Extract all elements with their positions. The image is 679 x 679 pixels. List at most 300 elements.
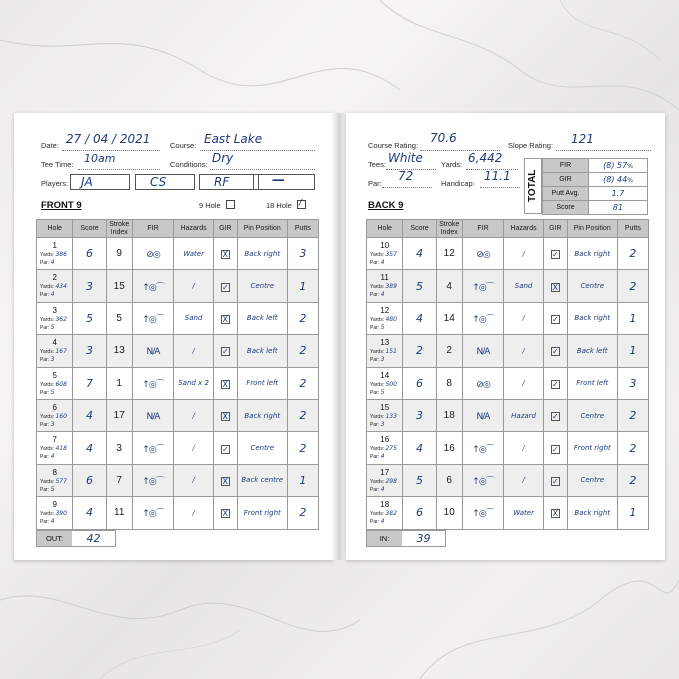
col-stroke-index: Stroke Index	[436, 220, 462, 238]
fir-cell[interactable]	[462, 335, 504, 367]
hole-number: 4	[52, 338, 57, 348]
score-cell[interactable]: 6	[403, 367, 436, 399]
handicap-label: Handicap:	[441, 179, 475, 188]
putts-cell[interactable]: 3	[287, 238, 318, 270]
hole-yards: 390	[55, 510, 67, 518]
putts-cell[interactable]: 2	[617, 238, 648, 270]
hazards-cell[interactable]: /	[504, 335, 544, 367]
fir-total-count: (8)	[603, 161, 615, 170]
hazards-cell[interactable]: Sand	[504, 270, 544, 302]
eighteen-hole-label: 18 Hole	[266, 201, 292, 210]
hole-number: 1	[52, 241, 57, 250]
gir-checkbox: X	[222, 250, 229, 260]
hole-yards: 160	[55, 412, 67, 420]
hole-par: 3	[380, 356, 385, 364]
table-row	[367, 497, 649, 529]
hazards-cell[interactable]: /	[174, 270, 214, 302]
putts-cell[interactable]: 1	[287, 270, 318, 302]
score-total-value: 81	[589, 201, 648, 215]
hole-par: 4	[380, 453, 385, 461]
handicap-value: 11.1	[484, 169, 511, 183]
hole-cell: 18 Yards: 382 Par: 4	[367, 497, 403, 529]
gir-checkbox: ✓	[221, 444, 229, 454]
fir-cell[interactable]	[462, 238, 504, 270]
score-cell[interactable]: 5	[73, 302, 106, 334]
hole-yards: 386	[55, 251, 67, 258]
gir-cell[interactable]	[213, 335, 237, 367]
nine-hole-checkbox[interactable]	[226, 200, 235, 209]
pin-position-cell[interactable]: Back right	[237, 238, 287, 270]
hole-cell: 5 Yards: 608 Par: 5	[37, 367, 73, 399]
left-scorecard-page	[14, 113, 333, 560]
col-stroke-index: Stroke Index	[106, 220, 132, 238]
stroke-index-cell: 3	[106, 432, 132, 464]
table-row	[367, 432, 649, 464]
total-box-title: TOTAL	[524, 158, 542, 214]
stroke-index-cell: 7	[106, 464, 132, 496]
hole-cell: 2 Yards: 434 Par: 4	[37, 270, 73, 302]
hazards-cell[interactable]: /	[174, 399, 214, 431]
score-cell[interactable]: 4	[73, 497, 106, 529]
gir-cell[interactable]	[213, 464, 237, 496]
fir-mark: ⊘◎	[476, 379, 490, 390]
in-total	[366, 530, 446, 547]
score-total-label: Score	[543, 201, 589, 215]
player-box-2[interactable]: CS	[135, 174, 195, 190]
hole-cell: 13 Yards: 151 Par: 3	[367, 335, 403, 367]
putts-cell[interactable]: 2	[617, 399, 648, 431]
putts-cell[interactable]: 1	[287, 464, 318, 496]
stroke-index-cell: 18	[436, 399, 462, 431]
pin-position-cell[interactable]: Back right	[237, 399, 287, 431]
fir-cell[interactable]	[132, 497, 174, 529]
gir-checkbox: X	[552, 282, 559, 292]
pin-position-cell[interactable]: Back right	[567, 238, 617, 270]
hazards-cell[interactable]: /	[174, 432, 214, 464]
hole-yards: 151	[385, 348, 397, 356]
fir-total-pct: 57	[617, 161, 628, 170]
score-cell[interactable]: 4	[73, 432, 106, 464]
date-value: 27 / 04 / 2021	[66, 132, 151, 146]
fir-mark: ↑◎⌒	[472, 509, 494, 520]
gir-cell[interactable]	[543, 367, 567, 399]
table-row	[37, 432, 319, 464]
table-row	[367, 464, 649, 496]
putts-cell[interactable]: 1	[617, 335, 648, 367]
hole-yards: 418	[55, 445, 67, 453]
col-score: Score	[73, 220, 106, 238]
hazards-cell[interactable]: /	[504, 367, 544, 399]
gir-checkbox: ✓	[551, 476, 559, 486]
score-cell[interactable]: 3	[73, 270, 106, 302]
hole-number: 12	[380, 305, 390, 315]
pin-position-cell[interactable]: Front right	[237, 497, 287, 529]
col-score: Score	[403, 220, 436, 238]
hazards-cell[interactable]: /	[504, 302, 544, 334]
pin-position-cell[interactable]: Centre	[567, 270, 617, 302]
gir-checkbox: X	[222, 509, 229, 519]
course-value: East Lake	[204, 132, 263, 146]
fir-mark: ↑◎⌒	[142, 314, 164, 325]
hole-par: 5	[50, 323, 55, 331]
pin-position-cell[interactable]: Back left	[567, 335, 617, 367]
hole-number: 18	[380, 500, 390, 510]
gir-cell[interactable]	[543, 238, 567, 270]
fir-mark: N/A	[476, 347, 490, 358]
putts-cell[interactable]: 2	[287, 335, 318, 367]
putts-cell[interactable]: 2	[617, 270, 648, 302]
gir-checkbox: X	[222, 379, 229, 389]
hole-number: 17	[380, 467, 390, 477]
score-cell[interactable]: 4	[403, 238, 436, 270]
gir-cell[interactable]	[213, 367, 237, 399]
putts-cell[interactable]: 2	[287, 302, 318, 334]
score-cell[interactable]: 2	[403, 335, 436, 367]
col-hazards: Hazards	[174, 220, 214, 238]
table-row	[37, 270, 319, 302]
pin-position-cell[interactable]: Front right	[567, 432, 617, 464]
hole-yards: 382	[385, 510, 397, 518]
gir-cell[interactable]	[543, 432, 567, 464]
hole-yards: 275	[385, 445, 397, 453]
hole-number: 10	[380, 241, 390, 250]
table-row	[367, 399, 649, 431]
score-cell[interactable]: 6	[73, 238, 106, 270]
conditions-value: Dry	[212, 151, 234, 165]
fir-cell[interactable]	[132, 432, 174, 464]
pin-position-cell[interactable]: Back left	[237, 302, 287, 334]
col-pin-position: Pin Position	[567, 220, 617, 238]
out-total	[36, 530, 116, 547]
fir-mark: ↑◎⌒	[472, 314, 494, 325]
stroke-index-cell: 11	[106, 497, 132, 529]
stroke-index-cell: 10	[436, 497, 462, 529]
gir-checkbox: ✓	[221, 347, 229, 357]
putts-cell[interactable]: 2	[617, 464, 648, 496]
gir-total-pct: 44	[617, 175, 628, 184]
conditions-label: Conditions:	[170, 160, 208, 169]
putts-cell[interactable]: 2	[287, 497, 318, 529]
gir-cell[interactable]	[213, 432, 237, 464]
gir-cell[interactable]	[543, 399, 567, 431]
hole-par: 5	[50, 485, 55, 493]
hole-yards: 389	[385, 283, 397, 291]
fir-cell[interactable]	[462, 367, 504, 399]
hole-par: 5	[50, 388, 55, 396]
gir-cell[interactable]	[213, 270, 237, 302]
fir-total-label: FIR	[543, 159, 589, 173]
stroke-index-cell: 2	[436, 335, 462, 367]
gir-checkbox: ✓	[551, 379, 559, 389]
stroke-index-cell: 16	[436, 432, 462, 464]
stroke-index-cell: 17	[106, 399, 132, 431]
hazards-cell[interactable]: /	[174, 497, 214, 529]
hole-par: 5	[380, 323, 385, 331]
col-hazards: Hazards	[504, 220, 544, 238]
table-row	[367, 302, 649, 334]
table-row	[37, 335, 319, 367]
player-box-1[interactable]: JA	[70, 174, 130, 190]
hazards-cell[interactable]: /	[504, 238, 544, 270]
pin-position-cell[interactable]: Centre	[567, 464, 617, 496]
pin-position-cell[interactable]: Centre	[567, 399, 617, 431]
gir-cell[interactable]	[213, 399, 237, 431]
stroke-index-cell: 9	[106, 238, 132, 270]
score-cell[interactable]: 7	[73, 367, 106, 399]
pin-position-cell[interactable]: Front left	[237, 367, 287, 399]
hole-cell: 9 Yards: 390 Par: 4	[37, 497, 73, 529]
gir-checkbox: X	[222, 412, 229, 422]
hazards-cell[interactable]: /	[174, 335, 214, 367]
eighteen-hole-checkbox[interactable]: /	[297, 200, 306, 209]
fir-cell[interactable]	[132, 302, 174, 334]
out-label: OUT:	[37, 531, 72, 546]
hole-par: 3	[380, 420, 385, 428]
stroke-index-cell: 6	[436, 464, 462, 496]
hole-cell: 11 Yards: 389 Par: 4	[367, 270, 403, 302]
score-cell[interactable]: 4	[73, 399, 106, 431]
player-box-4[interactable]: —	[253, 174, 315, 190]
par-label: Par:	[368, 179, 382, 188]
front-nine-title: FRONT 9	[41, 200, 82, 211]
hole-number: 7	[52, 435, 57, 445]
score-cell[interactable]: 5	[403, 464, 436, 496]
hole-yards: 167	[55, 348, 67, 356]
fir-cell[interactable]	[132, 238, 174, 270]
hole-par: 4	[380, 518, 385, 526]
putts-cell[interactable]: 2	[287, 399, 318, 431]
hole-yards: 298	[385, 477, 397, 485]
table-row	[367, 238, 649, 270]
table-row	[367, 335, 649, 367]
table-row	[367, 367, 649, 399]
hole-number: 8	[52, 467, 57, 477]
slope-rating-label: Slope Rating:	[508, 141, 554, 150]
players-label: Players:	[41, 179, 69, 188]
tees-label: Tees:	[368, 160, 386, 169]
gir-total-label: GIR	[543, 173, 589, 187]
stroke-index-cell: 15	[106, 270, 132, 302]
hole-yards: 608	[55, 380, 67, 388]
fir-cell[interactable]	[132, 464, 174, 496]
putts-cell[interactable]: 1	[617, 302, 648, 334]
hole-yards: 357	[385, 251, 397, 258]
hole-cell: 14 Yards: 500 Par: 5	[367, 367, 403, 399]
hole-par: 4	[50, 259, 55, 266]
col-gir: GIR	[213, 220, 237, 238]
fir-cell[interactable]	[462, 399, 504, 431]
course-rating-value: 70.6	[430, 131, 457, 145]
hazards-cell[interactable]: Sand x 2	[174, 367, 214, 399]
hole-number: 5	[52, 370, 57, 380]
putts-cell[interactable]: 1	[617, 497, 648, 529]
fir-cell[interactable]	[462, 497, 504, 529]
fir-mark: ↑◎⌒	[472, 444, 494, 455]
hole-number: 15	[380, 402, 390, 412]
stroke-index-cell: 13	[106, 335, 132, 367]
hole-par: 5	[380, 388, 385, 396]
hazards-cell[interactable]: /	[174, 464, 214, 496]
fir-mark: ↑◎⌒	[142, 379, 164, 390]
gir-checkbox: ✓	[551, 314, 559, 324]
gir-total-count: (8)	[603, 175, 615, 184]
putts-cell[interactable]: 2	[617, 432, 648, 464]
stroke-index-cell: 12	[436, 238, 462, 270]
gir-checkbox: X	[222, 314, 229, 324]
pin-position-cell[interactable]: Back right	[567, 302, 617, 334]
fir-mark: ↑◎⌒	[142, 282, 164, 293]
fir-cell[interactable]	[132, 399, 174, 431]
fir-mark: ↑◎⌒	[472, 476, 494, 487]
stroke-index-cell: 8	[436, 367, 462, 399]
col-putts: Putts	[287, 220, 318, 238]
table-row	[37, 464, 319, 496]
hole-cell: 12 Yards: 480 Par: 5	[367, 302, 403, 334]
in-label: IN:	[367, 531, 402, 546]
table-row	[37, 367, 319, 399]
pin-position-cell[interactable]: Front left	[567, 367, 617, 399]
col-hole: Hole	[37, 220, 73, 238]
hole-number: 6	[52, 402, 57, 412]
pin-position-cell[interactable]: Back right	[567, 497, 617, 529]
fir-mark: N/A	[476, 412, 490, 423]
course-rating-label: Course Rating:	[368, 141, 419, 150]
col-putts: Putts	[617, 220, 648, 238]
stroke-index-cell: 4	[436, 270, 462, 302]
score-cell[interactable]: 3	[403, 399, 436, 431]
hazards-cell[interactable]: Water	[504, 497, 544, 529]
hole-par: 4	[50, 291, 55, 299]
hole-number: 2	[52, 273, 57, 283]
fir-mark: ↑◎⌒	[472, 282, 494, 293]
tees-value: White	[388, 151, 423, 165]
hazards-cell[interactable]: Hazard	[504, 399, 544, 431]
course-label: Course:	[170, 141, 197, 150]
col-hole: Hole	[367, 220, 403, 238]
gir-checkbox: ✓	[551, 250, 559, 260]
in-value: 39	[416, 532, 431, 545]
right-scorecard-page	[346, 113, 665, 560]
hole-cell: 3 Yards: 362 Par: 5	[37, 302, 73, 334]
nine-hole-label: 9 Hole	[199, 201, 221, 210]
par-value: 72	[398, 169, 414, 183]
gir-checkbox: ✓	[221, 282, 229, 292]
date-label: Date:	[41, 141, 59, 150]
score-cell[interactable]: 6	[73, 464, 106, 496]
gir-cell[interactable]	[213, 497, 237, 529]
gir-cell[interactable]	[213, 238, 237, 270]
pin-position-cell[interactable]: Back left	[237, 335, 287, 367]
hole-cell: 4 Yards: 167 Par: 3	[37, 335, 73, 367]
col-gir: GIR	[543, 220, 567, 238]
hole-par: 3	[50, 356, 55, 364]
fir-mark: ↑◎⌒	[142, 476, 164, 487]
hazards-cell[interactable]: Water	[174, 238, 214, 270]
col-fir: FIR	[462, 220, 504, 238]
hole-cell: 10 Yards: 357 Par: 4	[367, 238, 403, 270]
table-row	[367, 270, 649, 302]
putts-cell[interactable]: 2	[287, 367, 318, 399]
gir-cell[interactable]	[543, 335, 567, 367]
gir-cell[interactable]	[543, 270, 567, 302]
putts-cell[interactable]: 3	[617, 367, 648, 399]
fir-mark: ↑◎⌒	[142, 509, 164, 520]
player-box-3[interactable]: RF	[199, 174, 259, 190]
hole-number: 16	[380, 435, 390, 445]
fir-mark: ⊘◎	[146, 250, 160, 261]
back-nine-title: BACK 9	[368, 200, 404, 211]
fir-cell[interactable]	[132, 335, 174, 367]
hole-yards: 434	[55, 283, 67, 291]
score-cell[interactable]: 4	[403, 432, 436, 464]
gir-cell[interactable]	[213, 302, 237, 334]
hole-number: 14	[380, 370, 390, 380]
table-row	[37, 302, 319, 334]
fir-cell[interactable]	[462, 302, 504, 334]
score-cell[interactable]: 4	[403, 302, 436, 334]
gir-checkbox: ✓	[551, 444, 559, 454]
table-row	[37, 238, 319, 270]
fir-cell[interactable]	[132, 270, 174, 302]
fir-mark: ⊘◎	[476, 250, 490, 261]
putts-cell[interactable]: 2	[287, 432, 318, 464]
hole-cell: 8 Yards: 577 Par: 5	[37, 464, 73, 496]
score-cell[interactable]: 3	[73, 335, 106, 367]
hole-yards: 362	[55, 315, 67, 323]
hole-par: 4	[380, 259, 385, 266]
fir-cell[interactable]	[462, 432, 504, 464]
hole-par: 3	[50, 420, 55, 428]
tee-time-label: Tee Time:	[41, 160, 74, 169]
score-cell[interactable]: 6	[403, 497, 436, 529]
fir-cell[interactable]	[462, 270, 504, 302]
back-nine-table	[366, 219, 649, 530]
gir-cell[interactable]	[543, 464, 567, 496]
hole-cell: 7 Yards: 418 Par: 4	[37, 432, 73, 464]
hole-par: 4	[380, 291, 385, 299]
hole-number: 9	[52, 500, 57, 510]
hole-number: 13	[380, 338, 390, 348]
gir-checkbox: ✓	[551, 347, 559, 357]
gir-cell[interactable]	[543, 497, 567, 529]
fir-cell[interactable]	[462, 464, 504, 496]
col-pin-position: Pin Position	[237, 220, 287, 238]
putt-avg-value: 1.7	[589, 187, 648, 201]
hole-cell: 16 Yards: 275 Par: 4	[367, 432, 403, 464]
pin-position-cell[interactable]: Centre	[237, 270, 287, 302]
table-row	[37, 399, 319, 431]
hazards-cell[interactable]: Sand	[174, 302, 214, 334]
total-summary-table: FIR (8) 57% GIR (8) 44% Putt Avg. 1.7 Score 81	[542, 158, 648, 215]
hole-yards: 133	[385, 412, 397, 420]
pin-position-cell[interactable]: Centre	[237, 432, 287, 464]
front-nine-table	[36, 219, 319, 530]
score-cell[interactable]: 5	[403, 270, 436, 302]
hole-cell: 17 Yards: 298 Par: 4	[367, 464, 403, 496]
fir-mark: N/A	[146, 412, 160, 423]
hole-cell: 1 Yards: 386 Par: 4	[37, 238, 73, 270]
yards-label: Yards:	[441, 160, 463, 169]
fir-cell[interactable]	[132, 367, 174, 399]
hole-cell: 6 Yards: 160 Par: 3	[37, 399, 73, 431]
hole-yards: 577	[55, 477, 67, 485]
gir-cell[interactable]	[543, 302, 567, 334]
stroke-index-cell: 5	[106, 302, 132, 334]
pin-position-cell[interactable]: Back centre	[237, 464, 287, 496]
hazards-cell[interactable]: /	[504, 464, 544, 496]
stroke-index-cell: 14	[436, 302, 462, 334]
hazards-cell[interactable]: /	[504, 432, 544, 464]
